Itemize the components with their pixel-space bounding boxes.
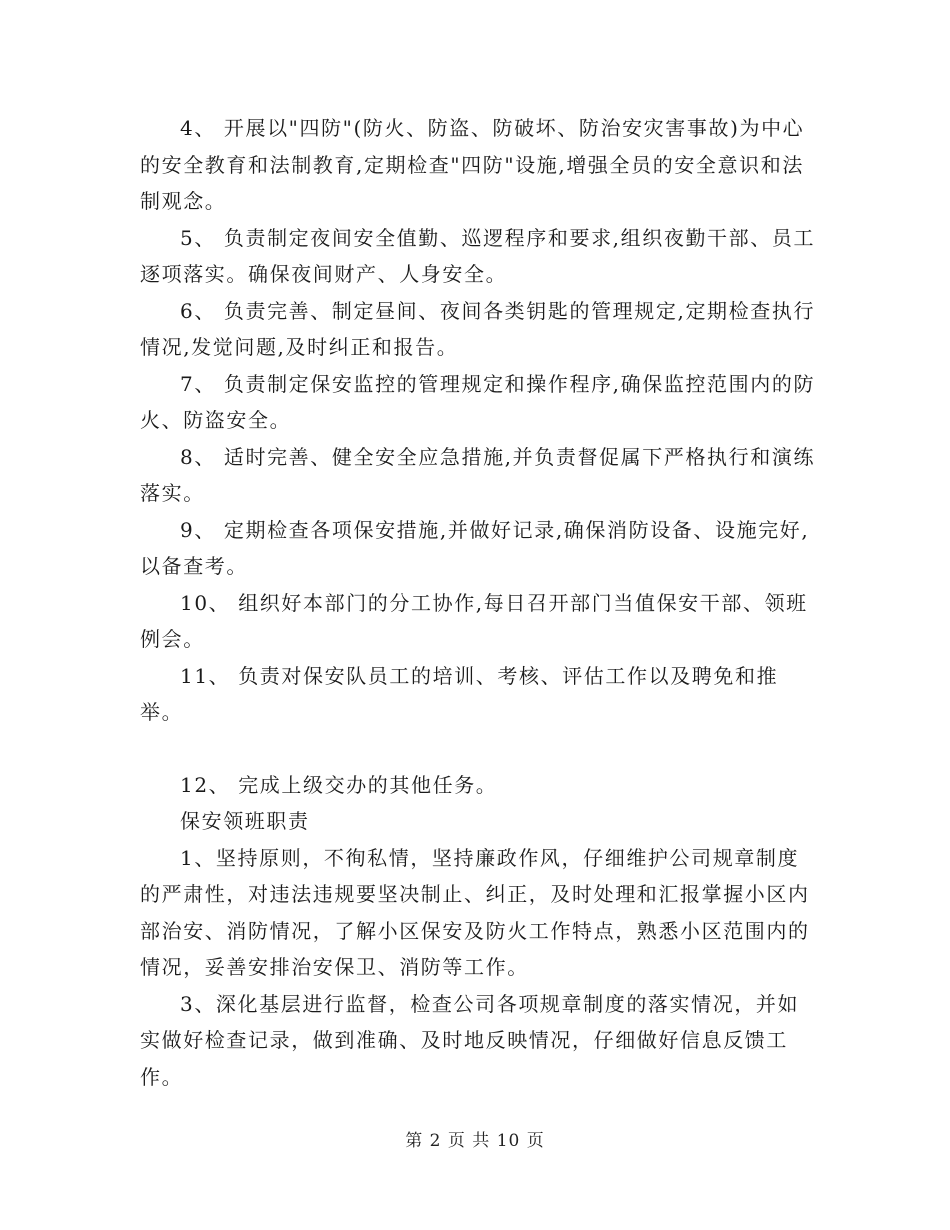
paragraph-item-8: 8、 适时完善、健全安全应急措施,并负责督促属下严格执行和演练落实。 — [140, 444, 816, 505]
paragraph-item-10: 10、 组织好本部门的分工协作,每日召开部门当值保安干部、领班例会。 — [140, 590, 808, 651]
paragraph-item-11: 11、 负责对保安队员工的培训、考核、评估工作以及聘免和推举。 — [140, 663, 779, 724]
paragraph-item-9: 9、 定期检查各项保安措施,并做好记录,确保消防设备、设施完好,以备查考。 — [140, 517, 810, 578]
document-body — [140, 110, 820, 1095]
paragraph-item-12: 12、 完成上级交办的其他任务。 — [180, 772, 498, 797]
paragraph-duty-3: 3、深化基层进行监督，检查公司各项规章制度的落实情况，并如实做好检查记录，做到准确、及时地反映情况，仔细做好信息反馈工作。 — [140, 991, 800, 1089]
paragraph-item-7: 7、 负责制定保安监控的管理规定和操作程序,确保监控范围内的防火、防盗安全。 — [140, 371, 816, 432]
paragraph-item-5: 5、 负责制定夜间安全值勤、巡逻程序和要求,组织夜勤干部、员工逐项落实。确保夜间财产、人身安全。 — [140, 225, 816, 286]
section-heading: 保安领班职责 — [180, 809, 310, 833]
paragraph-item-6: 6、 负责完善、制定昼间、夜间各类钥匙的管理规定,定期检查执行情况,发觉问题,及时纠正和报告。 — [140, 298, 816, 359]
page-footer: 第 2 页 共 10 页 — [405, 1131, 545, 1151]
paragraph-item-4: 4、 开展以"四防"(防火、防盗、防破坏、防治安灾害事故)为中心的安全教育和法制教育,定期检查"四防"设施,增强全员的安全意识和法制观念。 — [140, 116, 805, 213]
paragraph-duty-1: 1、坚持原则，不徇私情，坚持廉政作风，仔细维护公司规章制度的严肃性，对违法违规要坚决制止、纠正，及时处理和汇报掌握小区内部治安、消防情况，了解小区保安及防火工作特点，熟悉小区范围内的情况，妥善安排治安保卫、消防等工作。 — [140, 845, 810, 979]
